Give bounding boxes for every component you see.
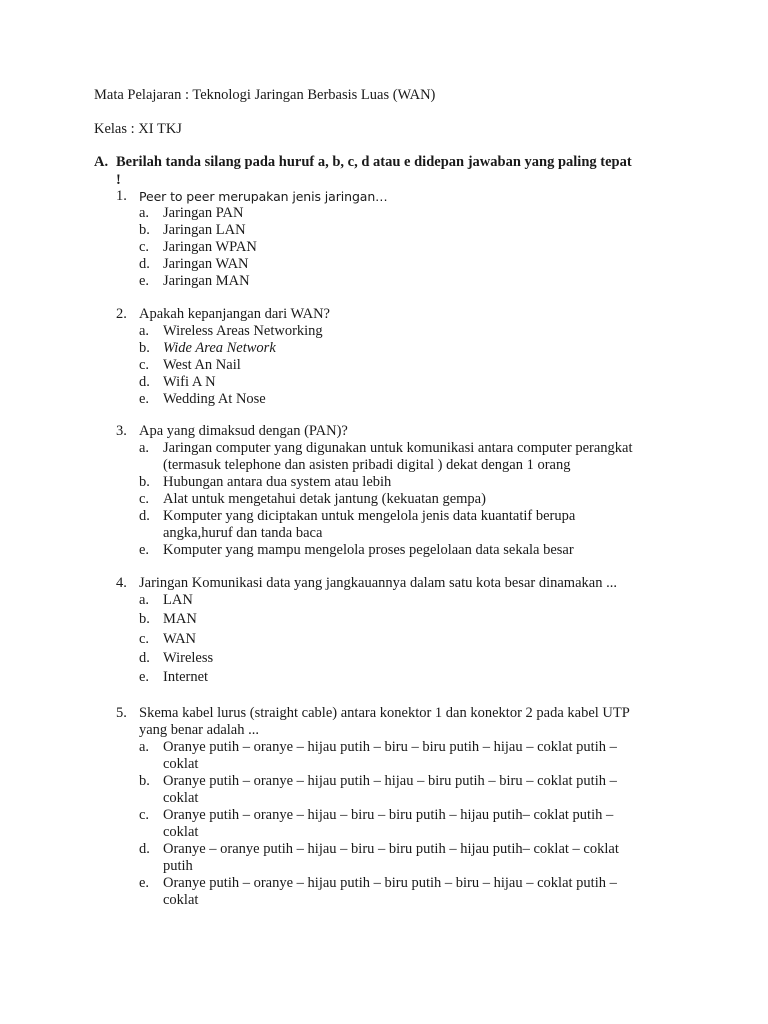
option-text-continued: putih xyxy=(163,858,193,874)
option-text: West An Nail xyxy=(163,357,241,373)
option-text: Jaringan computer yang digunakan untuk komunikasi antara computer perangkat xyxy=(163,440,633,456)
option-letter: d. xyxy=(139,256,150,272)
question-number: 4. xyxy=(116,575,127,591)
option-letter: e. xyxy=(139,669,150,685)
option-text: Wide Area Network xyxy=(163,340,276,356)
option-text-continued: coklat xyxy=(163,756,199,772)
option-text: Oranye putih – oranye – hijau putih – hijau – biru putih – biru – coklat putih – xyxy=(163,773,617,789)
question-number: 3. xyxy=(116,423,127,439)
option-letter: c. xyxy=(139,357,150,373)
option-letter: d. xyxy=(139,508,150,524)
option-text: WAN xyxy=(163,631,197,647)
option-letter: a. xyxy=(139,205,150,221)
option-text: Jaringan LAN xyxy=(163,222,246,238)
option-text: Wireless xyxy=(163,650,214,666)
option-text: Internet xyxy=(163,669,209,685)
option-letter: d. xyxy=(139,841,150,857)
option-letter: a. xyxy=(139,592,150,608)
option-text: Oranye – oranye putih – hijau – biru – biru putih – hijau putih– coklat – coklat xyxy=(163,841,619,857)
question-number: 1. xyxy=(116,188,127,204)
option-text: Hubungan antara dua system atau lebih xyxy=(163,474,392,490)
option-text-continued: coklat xyxy=(163,892,199,908)
question-number: 5. xyxy=(116,705,127,721)
option-text: Oranye putih – oranye – hijau – biru – biru putih – hijau putih– coklat putih – xyxy=(163,807,614,823)
option-letter: b. xyxy=(139,773,150,789)
subject-line: Mata Pelajaran : Teknologi Jaringan Berbasis Luas (WAN) xyxy=(94,87,436,103)
option-letter: e. xyxy=(139,273,150,289)
option-text: Wedding At Nose xyxy=(163,391,266,407)
option-text-continued: (termasuk telephone dan asisten pribadi digital ) dekat dengan 1 orang xyxy=(163,457,571,473)
option-text: Wireless Areas Networking xyxy=(163,323,323,339)
option-letter: d. xyxy=(139,650,150,666)
option-letter: e. xyxy=(139,391,150,407)
option-letter: c. xyxy=(139,239,150,255)
option-text: Alat untuk mengetahui detak jantung (kekuatan gempa) xyxy=(163,491,486,507)
option-text: Wifi A N xyxy=(163,374,216,390)
question-text: Apa yang dimaksud dengan (PAN)? xyxy=(139,423,348,439)
option-text: Komputer yang diciptakan untuk mengelola jenis data kuantatif berupa xyxy=(163,508,576,524)
option-letter: a. xyxy=(139,323,150,339)
option-letter: e. xyxy=(139,875,150,891)
option-text: Oranye putih – oranye – hijau putih – biru – biru putih – hijau – coklat putih – xyxy=(163,739,617,755)
section-instruction-text: Berilah tanda silang pada huruf a, b, c, d atau e didepan jawaban yang paling tepat xyxy=(116,154,632,170)
option-letter: a. xyxy=(139,440,150,456)
option-text-continued: coklat xyxy=(163,790,199,806)
option-text: LAN xyxy=(163,592,193,608)
section-letter: A. xyxy=(94,154,109,170)
option-letter: e. xyxy=(139,542,150,558)
option-letter: b. xyxy=(139,340,150,356)
section-instruction-end: ! xyxy=(116,172,121,188)
option-letter: b. xyxy=(139,222,150,238)
question-text-continued: yang benar adalah ... xyxy=(139,722,259,738)
option-text: Jaringan WPAN xyxy=(163,239,257,255)
question-text: Apakah kepanjangan dari WAN? xyxy=(139,306,330,322)
question-text: Skema kabel lurus (straight cable) antara konektor 1 dan konektor 2 pada kabel UTP xyxy=(139,705,630,721)
option-letter: c. xyxy=(139,491,150,507)
option-text-continued: coklat xyxy=(163,824,199,840)
option-letter: d. xyxy=(139,374,150,390)
option-letter: c. xyxy=(139,807,150,823)
option-text: Oranye putih – oranye – hijau putih – biru putih – biru – hijau – coklat putih – xyxy=(163,875,617,891)
option-text-continued: angka,huruf dan tanda baca xyxy=(163,525,323,541)
option-text: Komputer yang mampu mengelola proses pegelolaan data sekala besar xyxy=(163,542,574,558)
question-text: Jaringan Komunikasi data yang jangkauannya dalam satu kota besar dinamakan ... xyxy=(139,575,617,591)
question-number: 2. xyxy=(116,306,127,322)
option-letter: c. xyxy=(139,631,150,647)
option-text: Jaringan MAN xyxy=(163,273,250,289)
option-text: Jaringan WAN xyxy=(163,256,249,272)
option-letter: a. xyxy=(139,739,150,755)
option-letter: b. xyxy=(139,474,150,490)
option-text: MAN xyxy=(163,611,197,627)
class-line: Kelas : XI TKJ xyxy=(94,121,182,137)
question-text: Peer to peer merupakan jenis jaringan… xyxy=(139,189,388,204)
option-letter: b. xyxy=(139,611,150,627)
option-text: Jaringan PAN xyxy=(163,205,244,221)
